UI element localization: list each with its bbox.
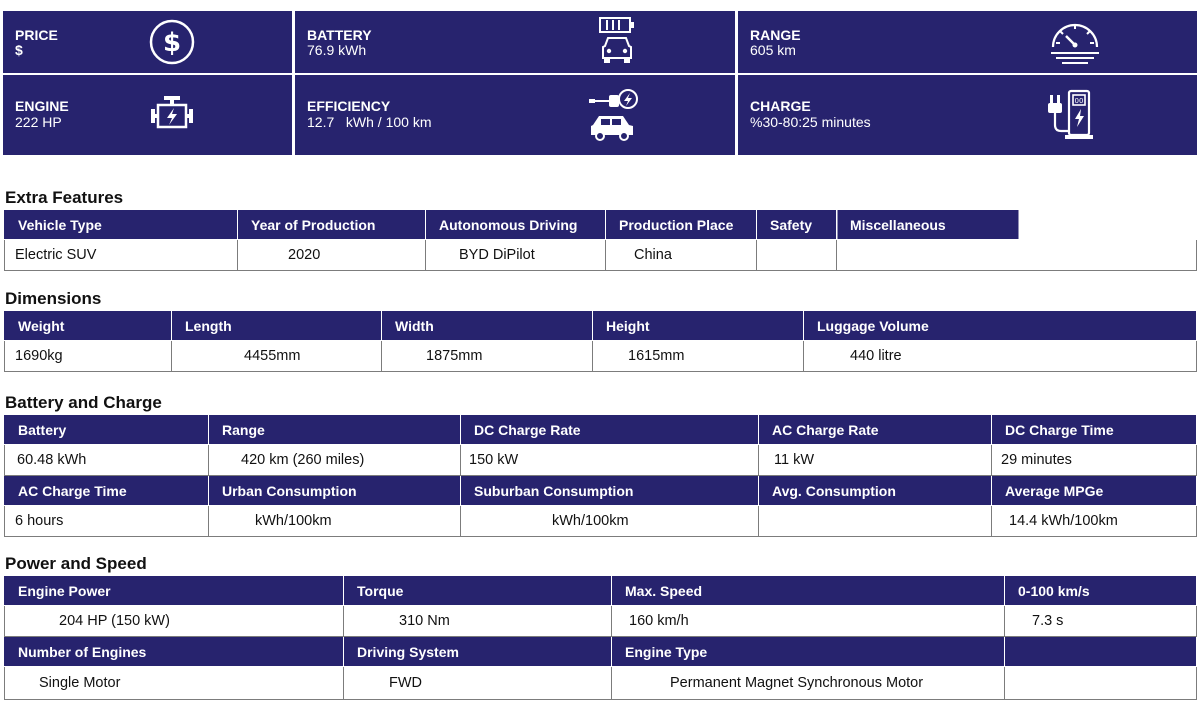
table-header-cell: DC Charge Time [992, 415, 1197, 445]
table-header-cell: Luggage Volume [804, 311, 1197, 341]
engine-icon [148, 93, 198, 133]
engine-label: ENGINE [15, 98, 69, 114]
dimensions-table [4, 310, 1197, 372]
charge-tile [738, 75, 1197, 155]
table-row [5, 445, 1197, 476]
table-cell: Permanent Magnet Synchronous Motor [612, 667, 1005, 700]
extra-features-title: Extra Features [5, 188, 124, 207]
dollar-circle-icon [148, 18, 196, 66]
table-cell: 150 kW [461, 445, 759, 476]
table-header-cell: Length [172, 311, 382, 341]
battery-charge-title: Battery and Charge [5, 393, 162, 412]
table-header-cell: Battery [5, 415, 209, 445]
table-cell [837, 240, 1197, 271]
table-header-row [5, 311, 1197, 341]
table-header-row [5, 576, 1197, 606]
table-header-cell: AC Charge Rate [759, 415, 992, 445]
dimensions-title: Dimensions [5, 289, 102, 308]
table-cell: 29 minutes [992, 445, 1197, 476]
table-header-cell: Weight [5, 311, 172, 341]
charge-value: %30-80:25 minutes [750, 114, 871, 130]
ev-plug-car-icon [587, 85, 641, 141]
table-cell: 160 km/h [612, 606, 1005, 637]
efficiency-value: 12.7 kWh / 100 km [307, 114, 432, 130]
table-cell: Electric SUV [5, 240, 238, 271]
table-header-cell: Avg. Consumption [759, 476, 992, 506]
table-cell: 60.48 kWh [5, 445, 209, 476]
table-header-cell: 0-100 km/s [1005, 576, 1197, 606]
efficiency-tile [295, 75, 735, 155]
table-header-cell: Autonomous Driving [426, 210, 606, 240]
table-cell: 204 HP (150 kW) [5, 606, 344, 637]
table-cell: 4455mm [172, 341, 382, 372]
battery-value: 76.9 kWh [307, 42, 367, 58]
table-cell: kWh/100km [209, 506, 461, 537]
range-tile [738, 11, 1197, 73]
table-row [5, 341, 1197, 372]
table-header-cell: Engine Power [5, 576, 344, 606]
table-header-cell: Range [209, 415, 461, 445]
charging-station-icon [1047, 89, 1099, 141]
power-speed-table [4, 575, 1197, 700]
table-row [5, 667, 1197, 700]
table-header-row [5, 210, 1197, 240]
table-cell: 420 km (260 miles) [209, 445, 461, 476]
table-cell: Single Motor [5, 667, 344, 700]
table-header-cell: Suburban Consumption [461, 476, 759, 506]
svg-text:$: $ [162, 28, 182, 58]
table-cell [757, 240, 837, 271]
table-cell: kWh/100km [461, 506, 759, 537]
table-header-cell: Engine Type [612, 637, 1005, 667]
charge-label: CHARGE [750, 98, 811, 114]
table-row [5, 240, 1197, 271]
table-cell: 14.4 kWh/100km [992, 506, 1197, 537]
table-header-row [5, 476, 1197, 506]
table-header-cell: Safety [757, 210, 837, 240]
extra-features-table [4, 209, 1197, 271]
table-header-cell: AC Charge Time [5, 476, 209, 506]
engine-tile [3, 75, 292, 155]
speedometer-icon [1048, 17, 1102, 67]
efficiency-label: EFFICIENCY [307, 98, 391, 114]
table-header-cell: Number of Engines [5, 637, 344, 667]
table-header-cell: Year of Production [238, 210, 426, 240]
table-header-row [5, 415, 1197, 445]
table-cell: 310 Nm [344, 606, 612, 637]
price-label: PRICE [15, 27, 58, 43]
table-row [5, 506, 1197, 537]
range-label: RANGE [750, 27, 801, 43]
table-cell: 440 litre [804, 341, 1197, 372]
table-header-cell [1005, 637, 1197, 667]
table-header-cell: Torque [344, 576, 612, 606]
table-header-cell: Urban Consumption [209, 476, 461, 506]
table-header-cell: Width [382, 311, 593, 341]
engine-value: 222 HP [15, 114, 62, 130]
table-header-cell: DC Charge Rate [461, 415, 759, 445]
summary-panel [3, 11, 1197, 155]
table-header-cell: Vehicle Type [5, 210, 238, 240]
table-cell: 1690kg [5, 341, 172, 372]
table-header-cell: Production Place [606, 210, 757, 240]
table-cell: China [606, 240, 757, 271]
price-value: $ [15, 42, 23, 58]
table-cell: 6 hours [5, 506, 209, 537]
power-speed-title: Power and Speed [5, 554, 147, 573]
table-cell [759, 506, 992, 537]
battery-car-icon [597, 16, 637, 66]
battery-label: BATTERY [307, 27, 372, 43]
table-header-cell: Height [593, 311, 804, 341]
table-cell: 11 kW [759, 445, 992, 476]
price-tile [3, 11, 292, 73]
table-cell: 1615mm [593, 341, 804, 372]
battery-tile [295, 11, 735, 73]
table-cell: 2020 [238, 240, 426, 271]
table-header-row [5, 637, 1197, 667]
table-header-cell: Average MPGe [992, 476, 1197, 506]
battery-charge-table [4, 414, 1197, 537]
table-cell: 7.3 s [1005, 606, 1197, 637]
table-header-cell: Max. Speed [612, 576, 1005, 606]
svg-text:00: 00 [1074, 97, 1084, 105]
table-cell: FWD [344, 667, 612, 700]
table-cell: BYD DiPilot [426, 240, 606, 271]
table-header-cell: Driving System [344, 637, 612, 667]
table-cell [1005, 667, 1197, 700]
table-row [5, 606, 1197, 637]
range-value: 605 km [750, 42, 796, 58]
table-cell: 1875mm [382, 341, 593, 372]
table-header-cell: Miscellaneous [837, 210, 1197, 240]
